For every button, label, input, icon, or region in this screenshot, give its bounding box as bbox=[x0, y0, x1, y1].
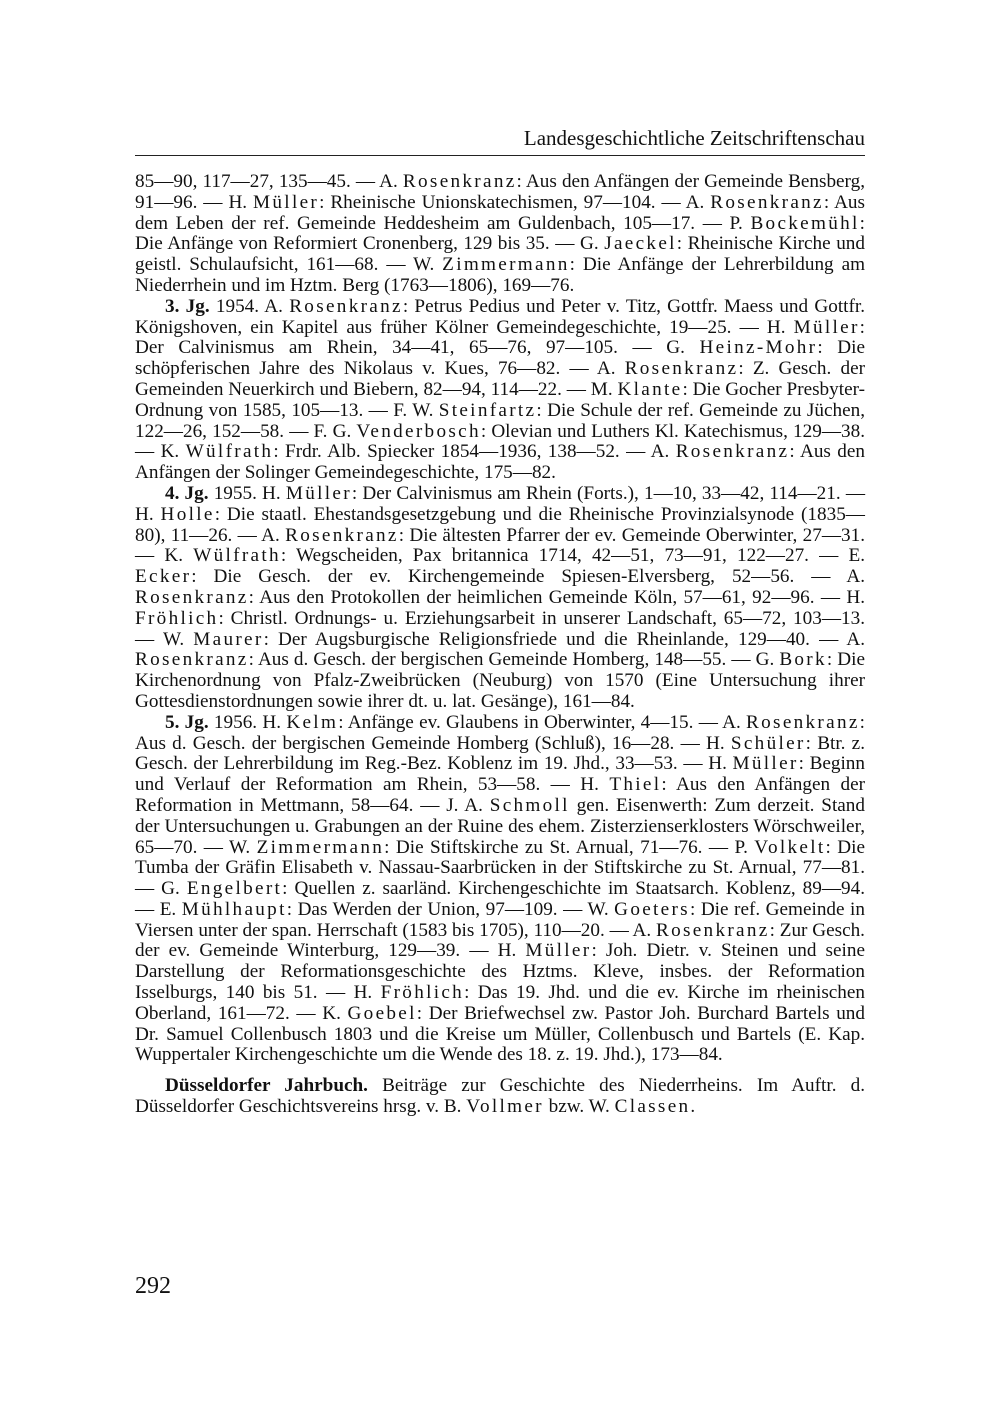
author-name: Thiel bbox=[609, 774, 662, 796]
author-name: Fröhlich bbox=[380, 982, 465, 1004]
text-run: : Wegscheiden, Pax britannica 1714, 42—51, 73—91, 122—27. — E. bbox=[280, 545, 866, 567]
author-name: Müller bbox=[732, 753, 799, 775]
author-name: Rosenkranz bbox=[285, 524, 399, 546]
text-run: : Quellen z. saarländ. Kirchengeschichte im Staatsarch. Koblenz, 89—94. — E. bbox=[135, 878, 866, 920]
author-name: Venderbosch bbox=[356, 420, 481, 442]
text-run: : Die Stiftskirche zu St. Arnual, 71—76. — P. bbox=[384, 836, 755, 858]
author-name: Heinz-Mohr bbox=[699, 337, 818, 359]
header-rule bbox=[135, 155, 865, 156]
text-run: : Btr. z. Gesch. der Lehrerbildung im Reg.-Bez. Koblenz im 19. Jhd., 33—53. — H. bbox=[135, 732, 865, 775]
text-run: : Die Anfänge von Reformiert Cronenberg, 129 bis 35. — G. bbox=[135, 212, 865, 255]
author-name: Rosenkranz bbox=[289, 295, 403, 317]
author-name: Rosenkranz bbox=[655, 919, 770, 941]
text-run: : Das 19. Jhd. und die ev. Kirche im rheinischen Oberland, 161—72. — K. bbox=[135, 982, 866, 1024]
text-run: : Aus dem Leben der ref. Gemeinde Heddesheim am Guldenbach, 105—17. — P. bbox=[135, 191, 865, 234]
author-name: Müller bbox=[793, 316, 860, 338]
paragraph-heading: Düsseldorfer Jahrbuch. bbox=[165, 1075, 368, 1097]
author-name: Rosenkranz bbox=[710, 191, 824, 213]
author-name: Schmoll bbox=[489, 794, 570, 816]
text-run: : Aus d. Gesch. der bergischen Gemeinde Homberg (Schluß), 16—28. — H. bbox=[135, 711, 866, 754]
text-run: : Der Calvinismus am Rhein (Forts.), 1—10, 33—42, 114—21. — H. bbox=[135, 482, 866, 525]
author-name: Mühlhaupt bbox=[181, 898, 287, 920]
text-run: : Rheinische Unionskatechismen, 97—104. — A. bbox=[319, 191, 711, 213]
text-run: : Frdr. Alb. Spiecker 1854—1936, 138—52. — A. bbox=[273, 441, 676, 463]
author-name: Jaeckel bbox=[604, 233, 677, 255]
paragraph bbox=[135, 1076, 865, 1118]
author-name: Rosenkranz bbox=[746, 711, 860, 733]
author-name: Goebel bbox=[347, 1002, 417, 1024]
author-name: Maurer bbox=[193, 628, 264, 650]
text-run: : Die Schule der ref. Gemeinde zu Jüchen, 122—26, 152—58. — F. G. bbox=[135, 399, 865, 442]
author-name: Rosenkranz bbox=[675, 441, 790, 463]
author-name: Zimmermann bbox=[442, 254, 570, 276]
text-run: : Das Werden der Union, 97—109. — W. bbox=[286, 898, 615, 920]
paragraph bbox=[135, 713, 865, 1067]
text-run: : Die Kirchenordnung von Pfalz-Zweibrücken (Neuburg) von 1570 (Eine Untersuchung ihrer Gottesdienstordnungen sowie ihrer dt. u. lat. Gesänge), 161—84. bbox=[135, 649, 865, 712]
author-name: Müller bbox=[285, 482, 352, 504]
text-run: : Anfänge ev. Glaubens in Oberwinter, 4—15. — A. bbox=[338, 711, 747, 733]
text-run: : Die schöpferischen Jahre des Nikolaus v. Kues, 76—82. — A. bbox=[135, 337, 865, 380]
author-name: Fröhlich bbox=[135, 607, 219, 629]
paragraph-heading: 3. Jg. bbox=[165, 295, 210, 317]
author-name: Kelm bbox=[286, 711, 339, 733]
text-run: : Zur Gesch. der ev. Gemeinde Winterburg, 129—39. — H. bbox=[135, 919, 865, 962]
text-run: : Aus den Anfängen der Solinger Gemeindegeschichte, 175—82. bbox=[135, 441, 865, 484]
author-name: Rosenkranz bbox=[135, 649, 249, 671]
author-name: Müller bbox=[525, 940, 592, 962]
paragraph bbox=[135, 297, 865, 484]
text-run: : Christl. Ordnungs- u. Erziehungsarbeit in unserer Landschaft, 65—72, 103—13. — W. bbox=[135, 607, 865, 650]
text-run: : Petrus Pedius und Peter v. Titz, Gottfr. Maess und Gottfr. Königshoven, ein Kapitel aus früher Kölner Gemeindegeschichte, 19—25. — H. bbox=[135, 295, 866, 338]
author-name: Bockemühl bbox=[750, 212, 860, 234]
text-run: : Die ältesten Pfarrer der ev. Gemeinde Oberwinter, 27—31. — K. bbox=[135, 524, 865, 567]
body-text bbox=[135, 172, 865, 1118]
author-name: Rosenkranz bbox=[624, 358, 739, 380]
paragraph-heading: 4. Jg. bbox=[165, 482, 209, 504]
text-run: : Joh. Dietr. v. Steinen und seine Darstellung der Reformationsgeschichte des Hztms. Kleve, insbes. der Reformation Isselburgs, 140 bis 51. — H. bbox=[135, 940, 865, 1004]
author-name: Steinfartz bbox=[438, 399, 537, 421]
text-run: : Der Augsburgische Religionsfriede und die Rheinlande, 129—40. — A. bbox=[263, 628, 865, 650]
text-run: : Die ref. Gemeinde in Viersen unter der span. Herrschaft (1583 bis 1705), 110—20. — A. bbox=[135, 898, 865, 941]
text-run: gen. Eisenwerth: Zum derzeit. Stand der Untersuchungen u. Grabungen an der Ruine des ehem. Zisterzienserklosters Wörschweiler, 65—70. — W. bbox=[135, 794, 865, 858]
text-run: : Beginn und Verlauf der Reformation am Rhein, 53—58. — H. bbox=[135, 753, 865, 796]
text-run: : Z. Gesch. der Gemeinden Neuerkirch und Biebern, 82—94, 114—22. — M. bbox=[135, 358, 865, 400]
paragraph-heading: 5. Jg. bbox=[165, 711, 209, 733]
text-run: Beiträge zur Geschichte des Niederrheins. Im Auftr. d. Düsseldorfer Geschichtsvereins hrsg. v. B. bbox=[135, 1075, 865, 1118]
paragraph bbox=[135, 172, 865, 297]
text-run: : Die Tumba der Gräfin Elisabeth v. Nassau-Saarbrücken in der Stiftskirche zu St. Arnual, 77—81. — G. bbox=[135, 836, 865, 900]
text-run: 1955. H. bbox=[208, 482, 286, 504]
text-run: : Aus d. Gesch. der bergischen Gemeinde Homberg, 148—55. — G. bbox=[248, 649, 780, 671]
text-run: bzw. W. bbox=[543, 1096, 615, 1118]
author-name: Volkelt bbox=[754, 836, 826, 858]
author-name: Zimmermann bbox=[256, 836, 385, 858]
author-name: Rosenkranz bbox=[402, 171, 517, 192]
author-name: Klante bbox=[617, 378, 683, 400]
text-run: : Die Anfänge der Lehrerbildung am Niederrhein und im Hztm. Berg (1763—1806), 169—76. bbox=[135, 254, 866, 296]
text-run: : Die Gesch. der ev. Kirchengemeinde Spiesen-Elversberg, 52—56. — A. bbox=[191, 566, 865, 588]
page-number: 292 bbox=[135, 1273, 171, 1299]
author-name: Bork bbox=[779, 649, 827, 671]
author-name: Wülfrath bbox=[185, 441, 274, 463]
text-run: : Aus den Anfängen der Gemeinde Bensberg, 91—96. — H. bbox=[135, 171, 865, 213]
text-run: 1954. A. bbox=[209, 295, 290, 317]
author-name: Engelbert bbox=[186, 878, 283, 900]
author-name: Goeters bbox=[614, 898, 690, 920]
author-name: Vollmer bbox=[466, 1096, 544, 1118]
text-run: : Die staatl. Ehestandsgesetzgebung und die Rheinische Provinzialsynode (1835—80), 11—26. — A. bbox=[135, 503, 865, 546]
text-run: 1956. H. bbox=[208, 711, 287, 733]
paragraph bbox=[135, 484, 865, 713]
author-name: Müller bbox=[253, 191, 320, 213]
text-run: : Die Gocher Presbyter-Ordnung von 1585, 105—13. — F. W. bbox=[135, 378, 865, 421]
text-run: : Olevian und Luthers Kl. Katechismus, 129—38. — K. bbox=[135, 420, 865, 463]
author-name: Holle bbox=[160, 503, 215, 525]
author-name: Wülfrath bbox=[193, 545, 281, 567]
author-name: Classen bbox=[614, 1096, 691, 1118]
text-run: : Der Calvinismus am Rhein, 34—41, 65—76, 97—105. — G. bbox=[135, 316, 865, 359]
text-run: : Rheinische Kirche und geistl. Schulaufsicht, 161—68. — W. bbox=[135, 233, 865, 276]
text-run: : Aus den Anfängen der Reformation in Mettmann, 58—64. — J. A. bbox=[135, 774, 865, 816]
text-run: : Der Briefwechsel zw. Pastor Joh. Burchard Bartels und Dr. Samuel Collenbusch 1803 und die Kreise um Müller, Collenbusch und Bartels (E. Kap. Wuppertaler Kirchengeschichte um die Wende des 18. z. 19. Jhd.), 173—84. bbox=[135, 1002, 865, 1066]
text-run: : Aus den Protokollen der heimlichen Gemeinde Köln, 57—61, 92—96. — H. bbox=[248, 586, 865, 608]
running-header: Landesgeschichtliche Zeitschriftenschau bbox=[523, 126, 865, 150]
author-name: Schüler bbox=[730, 732, 806, 754]
author-name: Rosenkranz bbox=[135, 586, 249, 608]
text-run: 85—90, 117—27, 135—45. — A. bbox=[135, 171, 403, 192]
text-run: . bbox=[690, 1096, 696, 1118]
author-name: Ecker bbox=[135, 566, 192, 588]
